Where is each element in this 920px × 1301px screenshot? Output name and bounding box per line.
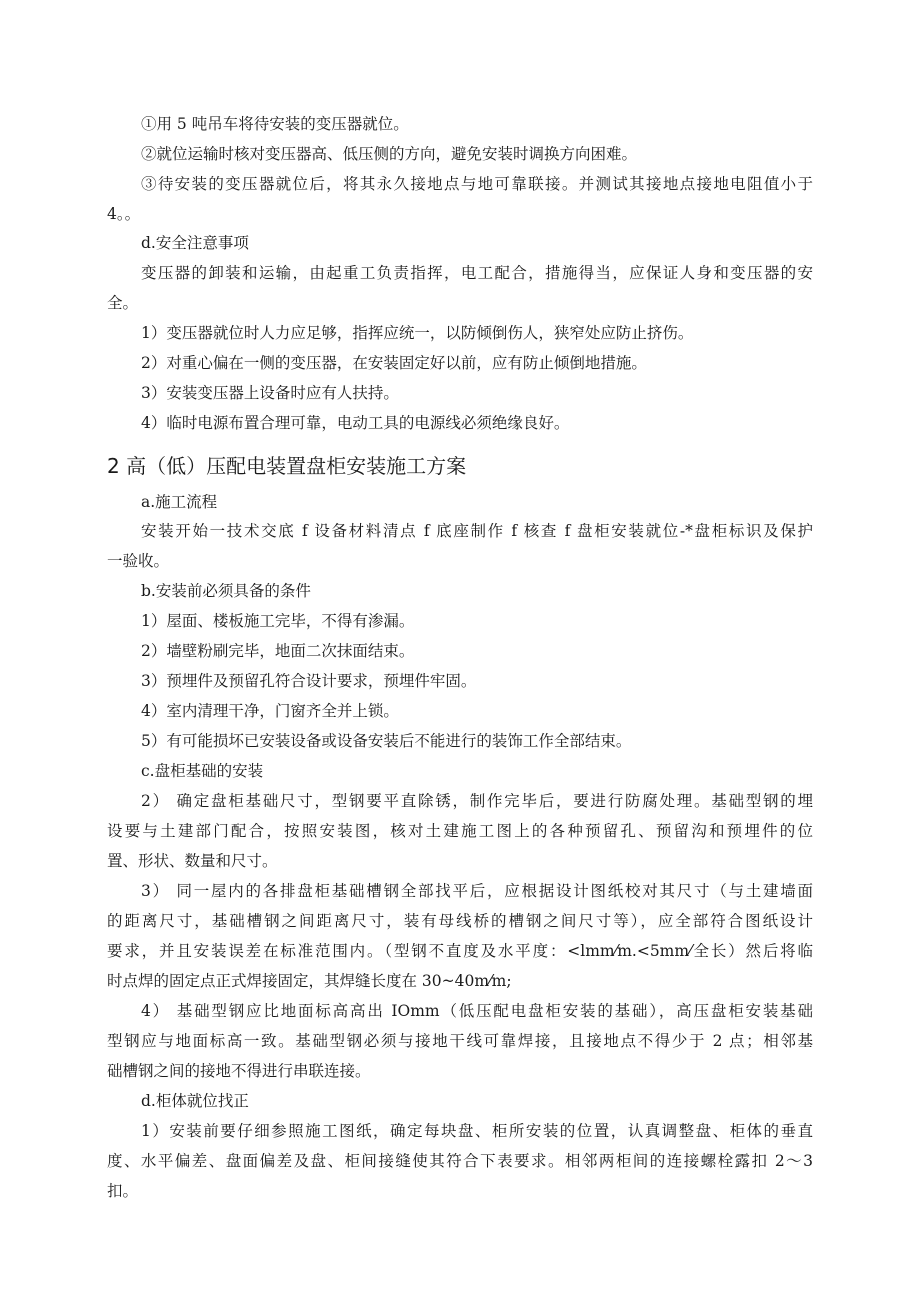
text-line: 全。	[107, 294, 139, 312]
text-line: 础槽钢之间的接地不得进行串联连接。	[107, 1062, 371, 1080]
list-item: 3）安装变压器上设备时应有人扶持。	[141, 384, 399, 402]
list-item: 2）对重心偏在一侧的变压器，在安装固定好以前，应有防止倾倒地措施。	[141, 354, 647, 372]
subsection-title: b.安装前必须具备的条件	[141, 582, 311, 600]
list-item: 1）变压器就位时人力应足够，指挥应统一，以防倾倒伤人，狭窄处应防止挤伤。	[141, 324, 694, 342]
subsection-title: a.施工流程	[141, 493, 218, 511]
subsection-title: d.安全注意事项	[141, 234, 249, 252]
section-heading: 2 高（低）压配电装置盘柜安装施工方案	[107, 454, 467, 478]
text-line: 3） 同一屋内的各排盘柜基础槽钢全部找平后，应根据设计图纸校对其尺寸（与土建墙面	[141, 882, 813, 900]
text-line: 安装开始一技术交底 f 设备材料清点 f 底座制作 f 核查 f 盘柜安装就位-*盘柜标识及保护	[141, 522, 813, 540]
text-line: 型钢应与地面标高一致。基础型钢必须与接地干线可靠焊接，且接地点不得少于 2 点；相邻基	[107, 1032, 813, 1050]
text-line: 2） 确定盘柜基础尺寸，型钢要平直除锈，制作完毕后，要进行防腐处理。基础型钢的埋	[141, 792, 813, 810]
list-item: 1）屋面、楼板施工完毕，不得有渗漏。	[141, 612, 415, 630]
text-line: 时点焊的固定点正式焊接固定，其焊缝长度在 30~40m⁄m;	[107, 972, 512, 990]
list-item: 5）有可能损坏已安装设备或设备安装后不能进行的装饰工作全部结束。	[141, 732, 632, 750]
subsection-title: d.柜体就位找正	[141, 1092, 249, 1110]
text-line: 的距离尺寸，基础槽钢之间距离尺寸，装有母线桥的槽钢之间尺寸等），应全部符合图纸设计	[107, 912, 813, 930]
subsection-title: c.盘柜基础的安装	[141, 762, 264, 780]
text-line: 设要与土建部门配合，按照安装图，核对土建施工图上的各种预留孔、预留沟和预埋件的位	[107, 822, 813, 840]
text-line: 一验收。	[107, 552, 170, 570]
text-line: 4。。	[107, 205, 141, 223]
text-line: 度、水平偏差、盘面偏差及盘、柜间接缝使其符合下表要求。相邻两柜间的连接螺栓露扣 2～3	[107, 1152, 813, 1170]
list-item: 4）临时电源布置合理可靠，电动工具的电源线必须绝缘良好。	[141, 414, 570, 432]
text-line: ①用 5 吨吊车将待安装的变压器就位。	[141, 115, 409, 133]
text-line: 4） 基础型钢应比地面标高高出 IOmm（低压配电盘柜安装的基础），高压盘柜安装基础	[141, 1002, 813, 1020]
list-item: 2）墙壁粉刷完毕，地面二次抹面结束。	[141, 642, 415, 660]
list-item: 4）室内清理干净，门窗齐全并上锁。	[141, 702, 399, 720]
text-line: 1）安装前要仔细参照施工图纸，确定每块盘、柜所安装的位置，认真调整盘、柜体的垂直	[141, 1122, 813, 1140]
text-line: ③待安装的变压器就位后，将其永久接地点与地可靠联接。并测试其接地点接地电阻值小于	[141, 175, 813, 193]
text-line: 置、形状、数量和尺寸。	[107, 852, 278, 870]
text-line: 变压器的卸装和运输，由起重工负责指挥，电工配合，措施得当，应保证人身和变压器的安	[141, 264, 813, 282]
text-line: 扣。	[107, 1182, 139, 1200]
list-item: 3）预埋件及预留孔符合设计要求，预埋件牢固。	[141, 672, 477, 690]
text-line: 要求，并且安装误差在标准范围内。（型钢不直度及水平度：<lmm⁄m.<5mm⁄全长）然后将临	[107, 942, 813, 960]
text-line: ②就位运输时核对变压器高、低压侧的方向，避免安装时调换方向困难。	[141, 145, 638, 163]
